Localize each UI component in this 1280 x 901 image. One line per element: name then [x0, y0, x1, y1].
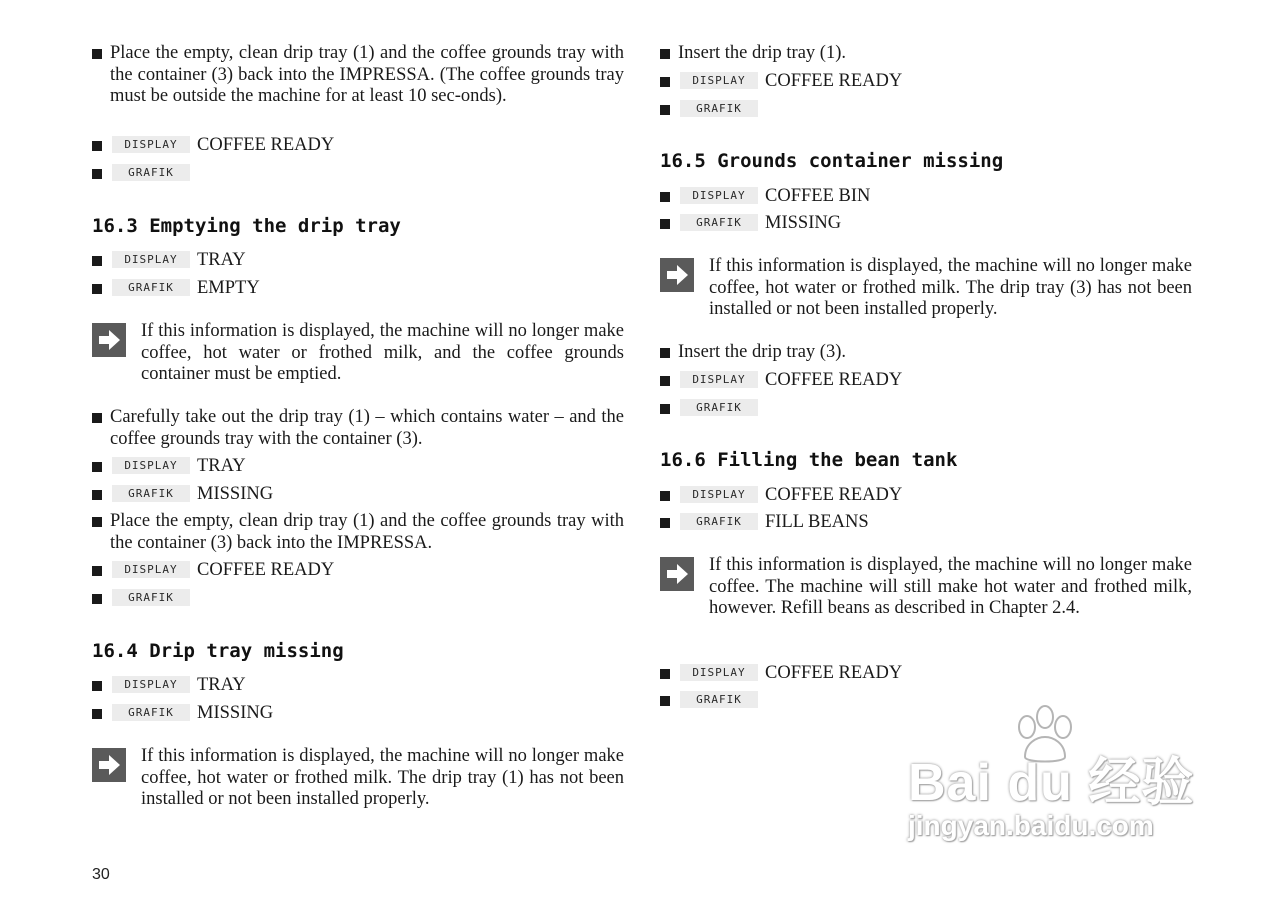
- note-text: If this information is displayed, the machine will no longer make coffee, hot water or frothed milk. The drip tray (1) has not been installed or not been installed properly.: [141, 746, 624, 809]
- watermark-url: jingyan.baidu.com: [908, 810, 1154, 841]
- grafik-text: MISSING: [197, 703, 274, 723]
- grafik-text: FILL BEANS: [765, 512, 869, 532]
- arrow-right-icon: [660, 258, 694, 292]
- bullet-text: Place the empty, clean drip tray (1) and the coffee grounds tray with the container (3) back into the IMPRESSA. (The coffee grounds tray must be outside the machine for at least 10 sec-onds).: [110, 43, 624, 106]
- bullet-square: [660, 219, 670, 229]
- bullet-text: Place the empty, clean drip tray (1) and the coffee grounds tray with the container (3) back into the IMPRESSA.: [110, 511, 624, 553]
- bullet-square: [92, 490, 102, 500]
- bullet-square: [92, 284, 102, 294]
- display-tag: DISPLAY: [112, 457, 190, 474]
- bullet-square: [660, 49, 670, 59]
- grafik-tag: GRAFIK: [112, 704, 190, 721]
- page-number: 30: [92, 866, 110, 883]
- grafik-text: MISSING: [765, 213, 842, 233]
- watermark-brand: Bai du 经验: [908, 754, 1195, 812]
- bullet-square: [660, 696, 670, 706]
- display-tag: DISPLAY: [112, 561, 190, 578]
- bullet-square: [660, 491, 670, 501]
- display-text: TRAY: [197, 250, 246, 270]
- display-text: TRAY: [197, 675, 246, 695]
- grafik-tag: GRAFIK: [680, 214, 758, 231]
- display-tag: DISPLAY: [680, 371, 758, 388]
- display-tag: DISPLAY: [112, 676, 190, 693]
- bullet-text: Insert the drip tray (1).: [678, 43, 846, 63]
- display-text: COFFEE READY: [197, 560, 335, 580]
- display-text: COFFEE READY: [765, 663, 903, 683]
- grafik-tag: GRAFIK: [680, 513, 758, 530]
- bullet-square: [92, 169, 102, 179]
- display-tag: DISPLAY: [680, 187, 758, 204]
- arrow-right-icon: [92, 748, 126, 782]
- display-text: COFFEE READY: [197, 135, 335, 155]
- arrow-right-icon: [92, 323, 126, 357]
- grafik-tag: GRAFIK: [680, 691, 758, 708]
- note-text: If this information is displayed, the machine will no longer make coffee. The machine will still make hot water and frothed milk, however. Refill beans as described in Chapter 2.4.: [709, 555, 1192, 618]
- bullet-square: [92, 49, 102, 59]
- bullet-square: [92, 462, 102, 472]
- display-tag: DISPLAY: [680, 486, 758, 503]
- bullet-square: [660, 348, 670, 358]
- bullet-square: [92, 709, 102, 719]
- bullet-square: [660, 376, 670, 386]
- display-text: COFFEE READY: [765, 370, 903, 390]
- section-heading-16-6: 16.6 Filling the bean tank: [660, 449, 958, 471]
- grafik-tag: GRAFIK: [680, 399, 758, 416]
- bullet-square: [660, 105, 670, 115]
- grafik-tag: GRAFIK: [112, 485, 190, 502]
- bullet-square: [660, 669, 670, 679]
- note-text: If this information is displayed, the machine will no longer make coffee, hot water or frothed milk, and the coffee grounds container must be emptied.: [141, 321, 624, 384]
- note-text: If this information is displayed, the machine will no longer make coffee, hot water or frothed milk. The drip tray (3) has not been installed or not been installed properly.: [709, 256, 1192, 319]
- arrow-right-icon: [660, 557, 694, 591]
- display-text: COFFEE READY: [765, 485, 903, 505]
- grafik-text: MISSING: [197, 484, 274, 504]
- grafik-tag: GRAFIK: [112, 589, 190, 606]
- grafik-text: EMPTY: [197, 278, 260, 298]
- bullet-square: [660, 77, 670, 87]
- grafik-tag: GRAFIK: [680, 100, 758, 117]
- display-tag: DISPLAY: [112, 136, 190, 153]
- bullet-square: [92, 413, 102, 423]
- display-tag: DISPLAY: [680, 72, 758, 89]
- bullet-square: [92, 256, 102, 266]
- grafik-tag: GRAFIK: [112, 279, 190, 296]
- bullet-square: [92, 141, 102, 151]
- bullet-square: [660, 518, 670, 528]
- bullet-square: [660, 404, 670, 414]
- bullet-text: Insert the drip tray (3).: [678, 342, 846, 362]
- display-text: COFFEE READY: [765, 71, 903, 91]
- display-tag: DISPLAY: [680, 664, 758, 681]
- display-tag: DISPLAY: [112, 251, 190, 268]
- bullet-square: [92, 517, 102, 527]
- bullet-square: [660, 192, 670, 202]
- section-heading-16-4: 16.4 Drip tray missing: [92, 640, 344, 662]
- display-text: COFFEE BIN: [765, 186, 871, 206]
- section-heading-16-3: 16.3 Emptying the drip tray: [92, 215, 401, 237]
- bullet-square: [92, 681, 102, 691]
- bullet-square: [92, 566, 102, 576]
- baidu-watermark: [900, 705, 1210, 855]
- bullet-square: [92, 594, 102, 604]
- grafik-tag: GRAFIK: [112, 164, 190, 181]
- display-text: TRAY: [197, 456, 246, 476]
- bullet-text: Carefully take out the drip tray (1) – which contains water – and the coffee grounds tray with the container (3).: [110, 407, 624, 449]
- section-heading-16-5: 16.5 Grounds container missing: [660, 150, 1004, 172]
